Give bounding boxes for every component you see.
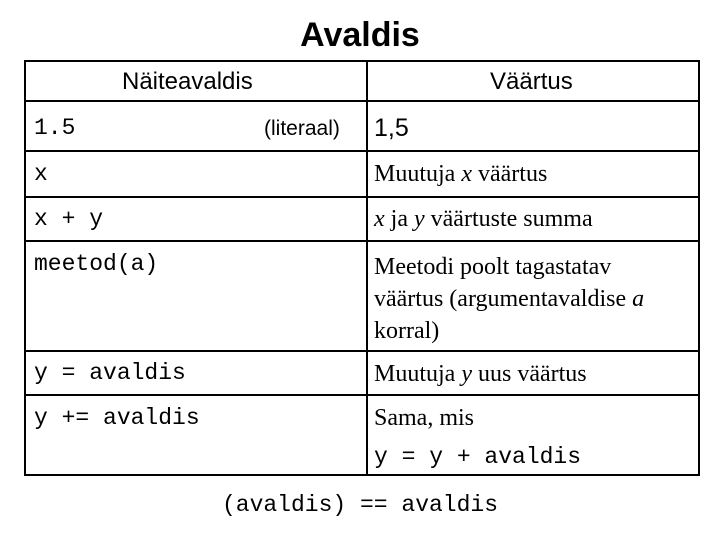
page-title: Avaldis (300, 16, 420, 54)
expression-table (24, 60, 700, 476)
row-value-add-assign-code: y = y + avaldis (374, 444, 582, 470)
row-divider (26, 196, 698, 198)
row-value-method-line1: Meetodi poolt tagastatav (374, 254, 612, 280)
row-value-add-assign-line1: Sama, mis (374, 405, 474, 431)
row-expr-literal: 1.5 (34, 115, 76, 141)
row-divider (26, 150, 698, 152)
row-divider (26, 394, 698, 396)
row-divider (26, 350, 698, 352)
row-value-assign: Muutuja y uus väärtus (374, 361, 587, 387)
row-value-sum: x ja y väärtuste summa (374, 206, 593, 232)
row-expr-sum: x + y (34, 206, 104, 232)
row-value-literal: 1,5 (374, 114, 409, 142)
header-left: Näiteavaldis (122, 68, 253, 95)
row-value-method-line2: väärtus (argumentavaldise a (374, 286, 645, 312)
row-annotation-literal: (literaal) (264, 117, 340, 140)
column-divider (366, 62, 368, 474)
row-expr-method: meetod(a) (34, 251, 159, 277)
header-divider (26, 100, 698, 102)
header-right: Väärtus (490, 68, 573, 95)
row-expr-assign: y = avaldis (34, 360, 186, 386)
footer-expression: (avaldis) == avaldis (221, 492, 499, 518)
row-expr-variable: x (34, 161, 48, 187)
row-value-method-line3: korral) (374, 318, 440, 344)
row-divider (26, 240, 698, 242)
row-value-variable: Muutuja x väärtus (374, 161, 548, 187)
row-expr-add-assign: y += avaldis (34, 405, 200, 431)
